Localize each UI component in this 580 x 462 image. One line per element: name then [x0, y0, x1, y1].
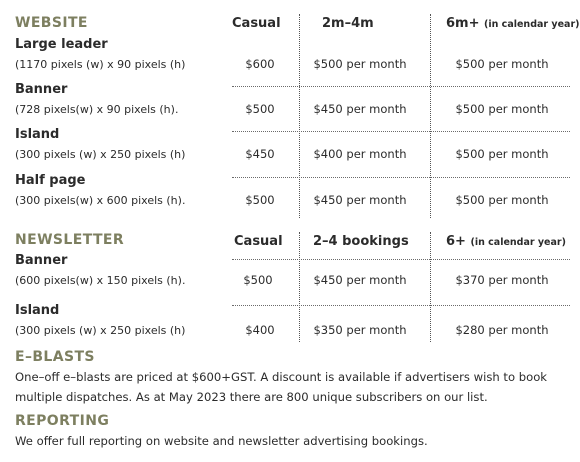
row-separator [232, 177, 570, 178]
website-col-mid: 2m–4m [322, 16, 374, 31]
newsletter-col-long-label: 6+ [446, 234, 466, 249]
newsletter-row-casual: $400 [245, 323, 275, 337]
row-separator [232, 86, 570, 87]
eblasts-section-title: E–BLASTS [15, 349, 95, 365]
row-separator [232, 259, 570, 260]
website-row-size: (300 pixels(w) x 600 pixels (h). [15, 194, 186, 207]
website-row-name: Banner [15, 82, 68, 97]
reporting-description: We offer full reporting on website and newsletter advertising bookings. [15, 434, 428, 448]
newsletter-row-mid: $350 per month [313, 323, 407, 337]
website-row-casual: $600 [245, 57, 275, 71]
newsletter-row-size: (600 pixels(w) x 150 pixels (h). [15, 274, 186, 287]
newsletter-row-name: Island [15, 303, 60, 318]
newsletter-row-long: $370 per month [455, 273, 549, 287]
newsletter-column-divider [430, 232, 431, 342]
newsletter-col-casual: Casual [234, 234, 283, 249]
website-row-name: Large leader [15, 37, 108, 52]
newsletter-col-note: (in calendar year) [470, 237, 566, 248]
website-row-size: (1170 pixels (w) x 90 pixels (h) [15, 58, 186, 71]
newsletter-row-long: $280 per month [455, 323, 549, 337]
website-row-name: Half page [15, 173, 86, 188]
website-row-mid: $450 per month [313, 102, 407, 116]
website-section-title: WEBSITE [15, 15, 88, 31]
website-column-divider [299, 14, 300, 218]
newsletter-row-name: Banner [15, 253, 68, 268]
website-column-divider [430, 14, 431, 218]
website-row-size: (728 pixels(w) x 90 pixels (h). [15, 103, 179, 116]
website-row-size: (300 pixels (w) x 250 pixels (h) [15, 148, 186, 161]
website-row-mid: $500 per month [313, 57, 407, 71]
website-row-mid: $400 per month [313, 147, 407, 161]
newsletter-col-mid: 2–4 bookings [313, 234, 409, 249]
website-col-long-label: 6m+ [446, 16, 480, 31]
website-col-casual: Casual [232, 16, 281, 31]
website-col-note: (in calendar year) [484, 19, 580, 30]
website-row-long: $500 per month [455, 102, 549, 116]
row-separator [232, 131, 570, 132]
website-row-mid: $450 per month [313, 193, 407, 207]
website-row-long: $500 per month [455, 147, 549, 161]
newsletter-row-casual: $500 [243, 273, 273, 287]
eblasts-description: One–off e–blasts are priced at $600+GST. A discount is available if advertisers wish to book multiple dispatches. As at May 2023 there are 800 unique subscribers on our list. [15, 370, 548, 404]
reporting-section-title: REPORTING [15, 413, 110, 429]
website-row-name: Island [15, 127, 60, 142]
website-row-casual: $500 [245, 102, 275, 116]
row-separator [232, 305, 570, 306]
website-row-long: $500 per month [455, 57, 549, 71]
newsletter-col-long [446, 234, 566, 249]
newsletter-section-title: NEWSLETTER [15, 232, 125, 248]
website-row-casual: $450 [245, 147, 275, 161]
newsletter-row-size: (300 pixels (w) x 250 pixels (h) [15, 324, 186, 337]
website-row-casual: $500 [245, 193, 275, 207]
website-col-long [446, 16, 579, 31]
website-row-long: $500 per month [455, 193, 549, 207]
newsletter-row-mid: $450 per month [313, 273, 407, 287]
